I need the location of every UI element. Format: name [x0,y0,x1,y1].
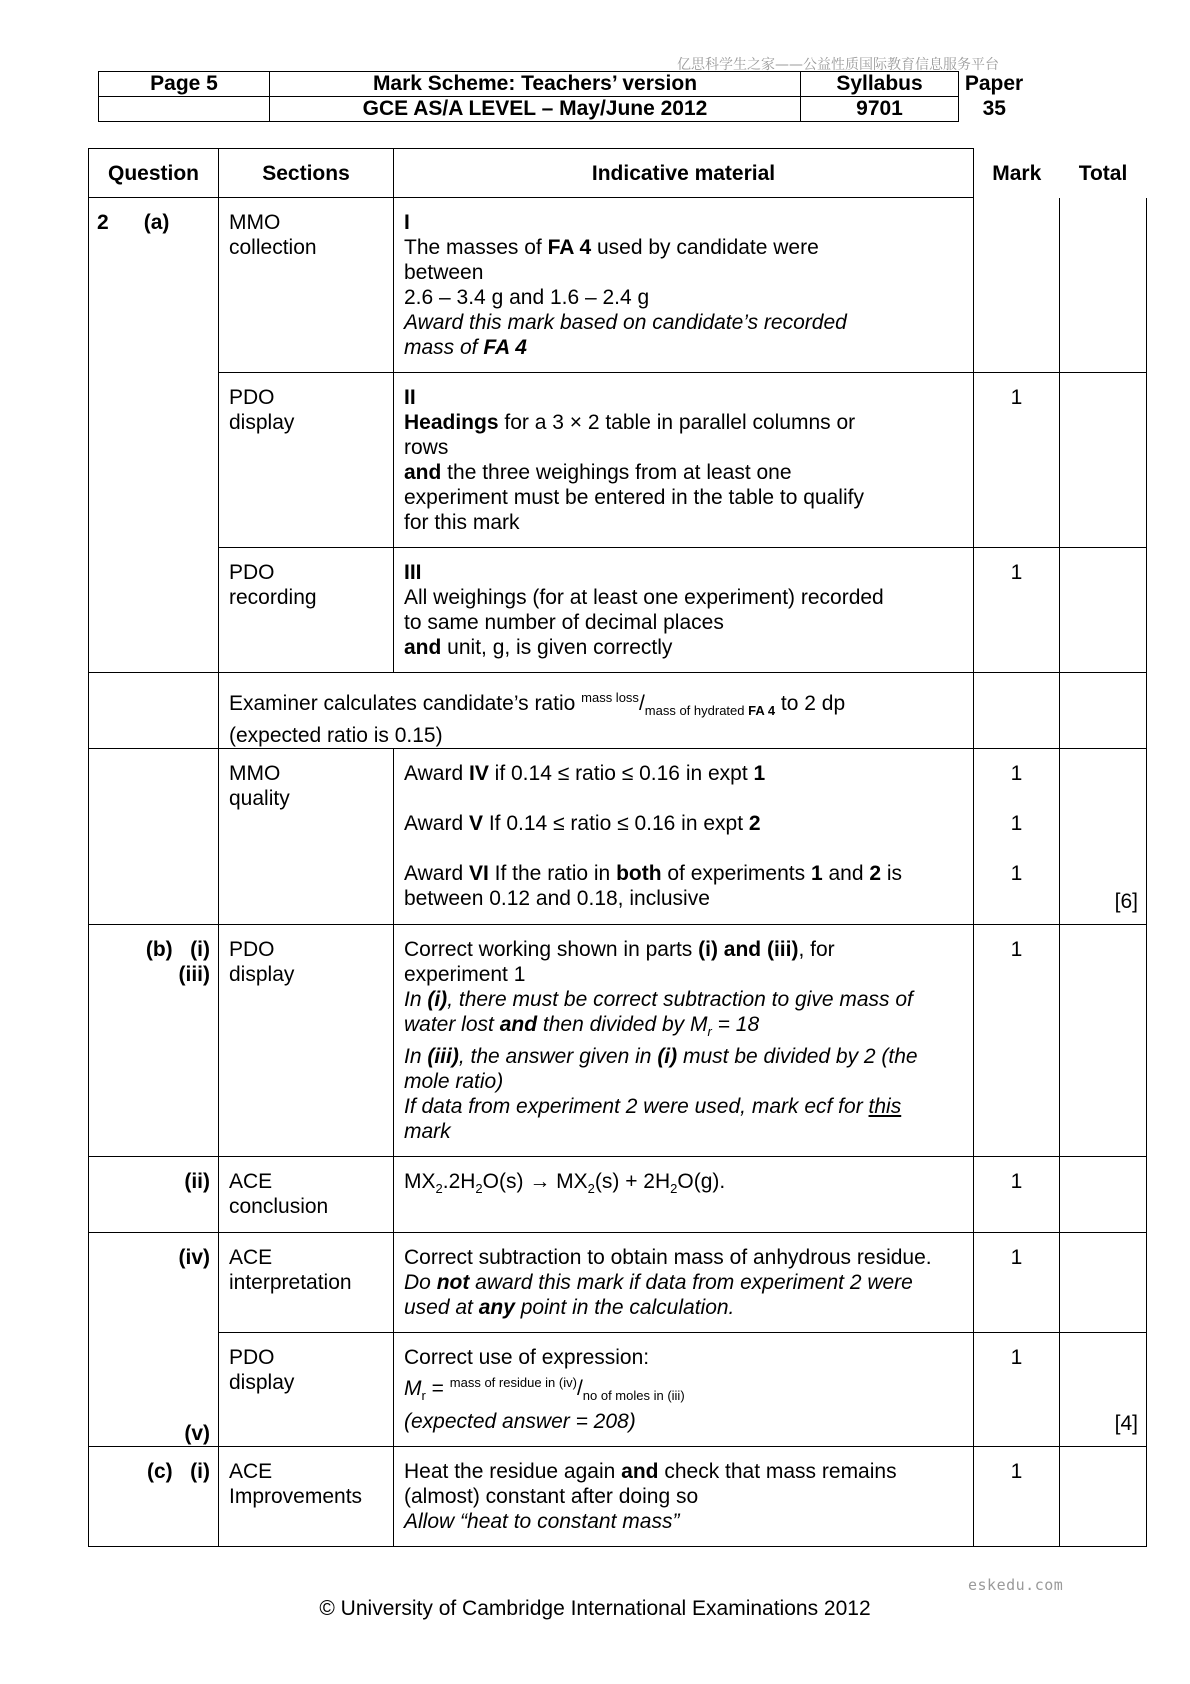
mark-cell [974,198,1060,373]
document-title: Mark Scheme: Teachers’ version [270,72,801,97]
text: IV [468,762,489,786]
indicative-cell [394,1446,974,1546]
text: Correct use of expression: [404,1346,650,1370]
text: award this mark if data from experiment 2 were [469,1271,913,1295]
text: FA 4 [547,236,592,259]
mark-cell: 1 [974,1446,1060,1546]
section-name: Improvements [229,1484,363,1508]
question-cell [89,749,219,925]
question-cell [89,673,219,749]
section-cell [219,1446,394,1546]
watermark-top: 亿思科学生之家——公益性质国际教育信息服务平台 [677,57,999,73]
section-skill: PDO [229,1346,275,1370]
text: the three weighings from at least one [441,461,792,484]
question-cell [89,198,219,673]
subscript: 2 [435,1181,443,1197]
text: (i) and (iii) [698,938,799,962]
text: VI [468,862,489,886]
text: both [616,862,662,886]
text: (iii) [427,1045,459,1069]
text: and [621,1459,659,1483]
text: O(s) [482,1170,530,1194]
text: If the ratio in [488,862,617,886]
question-cell: (iv) [89,1233,219,1333]
text: Award [404,812,469,836]
text: Award this mark based on candidate’s recorded [404,311,847,334]
expression-numerator: mass of residue in (iv) [449,1375,577,1391]
text: = [425,1377,450,1401]
table-row [89,1157,1147,1233]
text: / [638,692,645,715]
arrow-icon: → [529,1170,551,1194]
section-skill: PDO [229,386,275,409]
mark-cell [974,673,1060,749]
mark-scheme-table [88,148,1147,1547]
indicative-cell [394,1233,974,1333]
text: not [436,1271,470,1295]
text: = 18 [711,1013,760,1037]
text: and [404,461,442,484]
col-mark: Mark [974,149,1060,198]
question-cell: (v) [89,1333,219,1446]
total-cell: [6] [1060,749,1147,925]
text: must be divided by 2 (the [677,1045,918,1069]
section-name: display [229,411,295,434]
section-skill: MMO [229,211,281,234]
text: point in the calculation. [514,1296,735,1320]
total-cell [1060,925,1147,1157]
text: M [404,1377,422,1401]
text: MX [404,1170,436,1194]
section-skill: ACE [229,1459,273,1483]
section-name: conclusion [229,1195,329,1219]
section-name: display [229,1371,295,1395]
text: FA 4 [748,703,776,719]
text: (i) [657,1045,678,1069]
text: used at [404,1296,479,1320]
col-question: Question [89,149,219,198]
text: If data from experiment 2 were used, mark ecf for [404,1095,869,1119]
section-cell [219,925,394,1157]
text: Award [404,762,469,786]
table-row [89,198,1147,373]
header-table [98,71,1030,122]
text: / [576,1377,583,1401]
text: Correct working shown in parts [404,938,699,962]
text: experiment 1 [404,963,526,987]
section-skill: PDO [229,938,275,962]
question-part: (c) [146,1459,173,1483]
text: rows [404,436,449,459]
table-row [89,1333,1147,1446]
ratio-denominator: mass of hydrated [644,703,749,719]
question-part: (a) [143,211,170,234]
mark-point-label: III [404,561,422,584]
table-row [89,1446,1147,1546]
section-skill: ACE [229,1246,273,1270]
text: if 0.14 ≤ ratio ≤ 0.16 in expt [488,762,754,786]
text: (expected answer = 208) [404,1409,636,1433]
mark-cell: 1 [974,925,1060,1157]
text: mark [404,1120,451,1144]
section-name: quality [229,787,290,811]
text: for a 3 × 2 table in parallel columns or [498,411,856,434]
mark-cell: 1 [974,1333,1060,1446]
section-cell [219,1233,394,1333]
text: If 0.14 ≤ ratio ≤ 0.16 in expt [483,812,749,836]
text: of experiments [661,862,811,886]
text: and [404,636,442,659]
watermark-bottom: eskedu.com [968,1576,1064,1594]
text: Examiner calculates candidate’s ratio [229,692,582,715]
mark-value: 1 [1010,862,1023,886]
text: mole ratio) [404,1070,504,1094]
col-sections: Sections [219,149,394,198]
section-skill: ACE [229,1170,273,1194]
section-cell [219,198,394,373]
table-row [89,925,1147,1157]
text: water lost [404,1013,500,1037]
table-row [89,373,1147,548]
question-subpart: (iii) [178,963,210,987]
section-cell [219,1157,394,1233]
text: between 0.12 and 0.18, inclusive [404,887,710,911]
text: experiment must be entered in the table to qualify [404,486,864,509]
indicative-cell [394,1333,974,1446]
text: Correct subtraction to obtain mass of anhydrous residue. [404,1246,932,1270]
text: this [868,1095,902,1119]
indicative-cell [394,548,974,673]
text: V [468,812,483,836]
text: (expected ratio is 0.15) [229,724,443,748]
question-part: (b) [145,938,173,962]
column-header-row [89,149,1147,198]
examiner-note-cell [219,673,974,749]
text: Do [404,1271,437,1295]
indicative-cell [394,925,974,1157]
mark-cell: 1 [974,1233,1060,1333]
indicative-cell [394,749,974,925]
mark-value: 1 [1010,762,1023,786]
syllabus-label: Syllabus [801,72,959,97]
subscript: 2 [475,1181,483,1197]
total-cell [1060,1157,1147,1233]
text: 1 [753,762,766,786]
subscript: r [421,1388,426,1404]
text: Headings [404,411,499,434]
document-subtitle: GCE AS/A LEVEL – May/June 2012 [270,97,801,122]
subscript: 2 [670,1181,678,1197]
text: FA 4 [483,336,527,359]
text: In [404,988,428,1012]
section-skill: MMO [229,762,281,786]
expression-denominator: no of moles in (iii) [582,1388,685,1404]
text: any [478,1296,515,1320]
text: (s) + 2H [594,1170,671,1194]
question-subpart: (i) [190,938,210,962]
text: Heat the residue again [404,1459,622,1483]
text: to 2 dp [775,692,846,715]
mark-cell: 1 [974,373,1060,548]
table-row [89,1233,1147,1333]
mark-value: 1 [1010,812,1023,836]
text: The masses of [404,236,548,259]
paper-value: 35 [982,97,1006,120]
copyright-footer: © University of Cambridge International Examinations 2012 [319,1597,871,1620]
text: MX [550,1170,588,1194]
subscript: 2 [587,1181,595,1197]
text: 2.6 – 3.4 g and 1.6 – 2.4 g [404,286,650,309]
table-row [89,548,1147,673]
mark-point-label: I [404,211,410,234]
section-cell [219,1333,394,1446]
text: 1 [810,862,823,886]
text: check that mass remains [658,1459,897,1483]
section-skill: PDO [229,561,275,584]
question-cell [89,1446,219,1546]
total-cell [1060,373,1147,548]
total-cell [1060,1446,1147,1546]
section-name: display [229,963,295,987]
table-row [89,673,1147,749]
mark-point-label: II [404,386,416,409]
table-row [89,749,1147,925]
text: used by candidate were [591,236,819,259]
question-cell [89,925,219,1157]
mark-cell: 1 [974,1157,1060,1233]
text: and [499,1013,538,1037]
mark-cell [974,749,1060,925]
question-subpart: (i) [190,1459,210,1483]
section-cell [219,548,394,673]
text: 2 [748,812,761,836]
text: Allow “heat to constant mass” [404,1509,680,1533]
ratio-numerator: mass loss [581,690,639,705]
total-cell [1060,198,1147,373]
text: between [404,261,484,284]
syllabus-value: 9701 [801,97,959,122]
section-name: interpretation [229,1271,352,1295]
mark-cell: 1 [974,548,1060,673]
paper-label: Paper [964,72,1024,95]
text: , the answer given in [458,1045,658,1069]
page-number: Page 5 [99,72,270,97]
equation-cell [394,1157,974,1233]
section-name: recording [229,586,317,609]
text: O(g). [677,1170,726,1194]
chemical-equation [404,1169,963,1201]
total-cell [1060,1233,1147,1333]
text: is [881,862,903,886]
col-indicative: Indicative material [394,149,974,198]
total-cell [1060,673,1147,749]
text: and [822,862,870,886]
text: unit, g, is given correctly [441,636,673,659]
text: for this mark [404,511,520,534]
section-cell [219,373,394,548]
text: In [404,1045,428,1069]
question-cell: (ii) [89,1157,219,1233]
expression [404,1370,963,1408]
indicative-cell [394,373,974,548]
section-name: collection [229,236,317,259]
page-blank [99,97,270,122]
text: , for [798,938,835,962]
text: , there must be correct subtraction to give mass of [447,988,913,1012]
total-cell: [4] [1060,1333,1147,1446]
text: .2H [442,1170,476,1194]
text: mass of [404,336,484,359]
text: 2 [869,862,882,886]
text: (almost) constant after doing so [404,1484,699,1508]
text: to same number of decimal places [404,611,724,634]
text: then divided by M [537,1013,708,1037]
col-total: Total [1078,161,1128,185]
text: (i) [427,988,448,1012]
text: All weighings (for at least one experiment) recorded [404,586,884,609]
subscript: r [707,1024,712,1040]
question-number: 2 [97,211,109,234]
text: Award [404,862,469,886]
indicative-cell [394,198,974,373]
section-cell [219,749,394,925]
total-cell [1060,548,1147,673]
